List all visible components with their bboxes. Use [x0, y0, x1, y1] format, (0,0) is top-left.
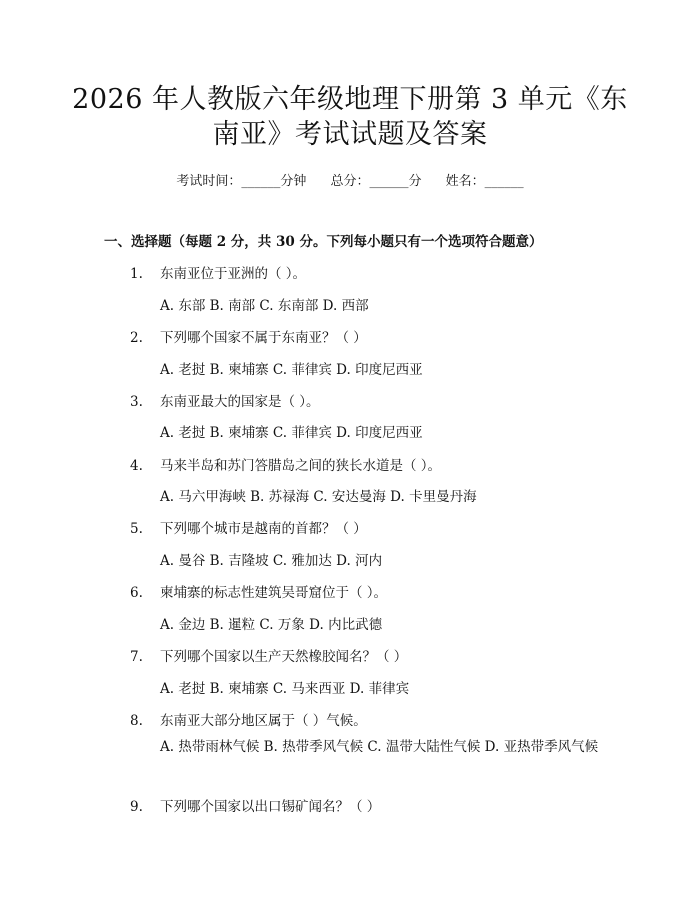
- question-number: 8.: [130, 713, 143, 729]
- question-6: [130, 581, 387, 601]
- question-number: 9.: [130, 799, 143, 815]
- document-title-line-2: 南亚》考试试题及答案: [212, 119, 488, 150]
- question-5-options: A. 曼谷 B. 吉隆坡 C. 雅加达 D. 河内: [160, 553, 383, 569]
- question-8-options: A. 热带雨林气候 B. 热带季风气候 C. 温带大陆性气候 D. 亚热带季风气候: [160, 739, 599, 755]
- question-text: 下列哪个国家不属于东南亚？（ ）: [160, 330, 367, 346]
- question-4: [130, 454, 441, 474]
- document-title-line-1: 2026 年人教版六年级地理下册第 3 单元《东: [72, 84, 628, 115]
- question-5: [130, 517, 367, 537]
- question-number: 3.: [130, 394, 143, 410]
- question-number: 4.: [130, 458, 143, 474]
- question-7: [130, 645, 407, 665]
- question-text: 东南亚大部分地区属于（ ）气候。: [160, 713, 367, 729]
- question-1-options: A. 东部 B. 南部 C. 东南部 D. 西部: [160, 298, 369, 314]
- exam-score: 总分：______分: [330, 174, 422, 189]
- question-number: 1.: [130, 266, 143, 282]
- question-text: 柬埔寨的标志性建筑吴哥窟位于（ ）。: [160, 585, 388, 601]
- question-8: [130, 709, 367, 729]
- question-text: 下列哪个国家以生产天然橡胶闻名？（ ）: [160, 649, 408, 665]
- question-7-options: A. 老挝 B. 柬埔寨 C. 马来西亚 D. 菲律宾: [160, 681, 410, 697]
- question-text: 下列哪个城市是越南的首都？（ ）: [160, 521, 367, 537]
- exam-meta: [0, 170, 700, 189]
- question-text: 东南亚最大的国家是（ ）。: [160, 394, 320, 410]
- question-4-options: A. 马六甲海峡 B. 苏禄海 C. 安达曼海 D. 卡里曼丹海: [160, 489, 477, 505]
- question-text: 东南亚位于亚洲的（ ）。: [160, 266, 307, 282]
- question-2: [130, 326, 367, 346]
- question-2-options: A. 老挝 B. 柬埔寨 C. 菲律宾 D. 印度尼西亚: [160, 362, 423, 378]
- question-number: 5.: [130, 521, 143, 537]
- question-9: [130, 795, 380, 815]
- exam-time: 考试时间：______分钟: [176, 174, 307, 189]
- question-number: 2.: [130, 330, 143, 346]
- question-text: 马来半岛和苏门答腊岛之间的狭长水道是（ ）。: [160, 458, 442, 474]
- question-3-options: A. 老挝 B. 柬埔寨 C. 菲律宾 D. 印度尼西亚: [160, 425, 423, 441]
- question-text: 下列哪个国家以出口锡矿闻名？（ ）: [160, 799, 381, 815]
- section-title: 一、选择题（每题 2 分，共 30 分。下列每小题只有一个选项符合题意）: [104, 234, 543, 250]
- question-number: 7.: [130, 649, 143, 665]
- student-name: 姓名：______: [445, 174, 524, 189]
- question-number: 6.: [130, 585, 143, 601]
- question-6-options: A. 金边 B. 暹粒 C. 万象 D. 内比武德: [160, 617, 383, 633]
- question-3: [130, 390, 320, 410]
- question-1: [130, 262, 306, 282]
